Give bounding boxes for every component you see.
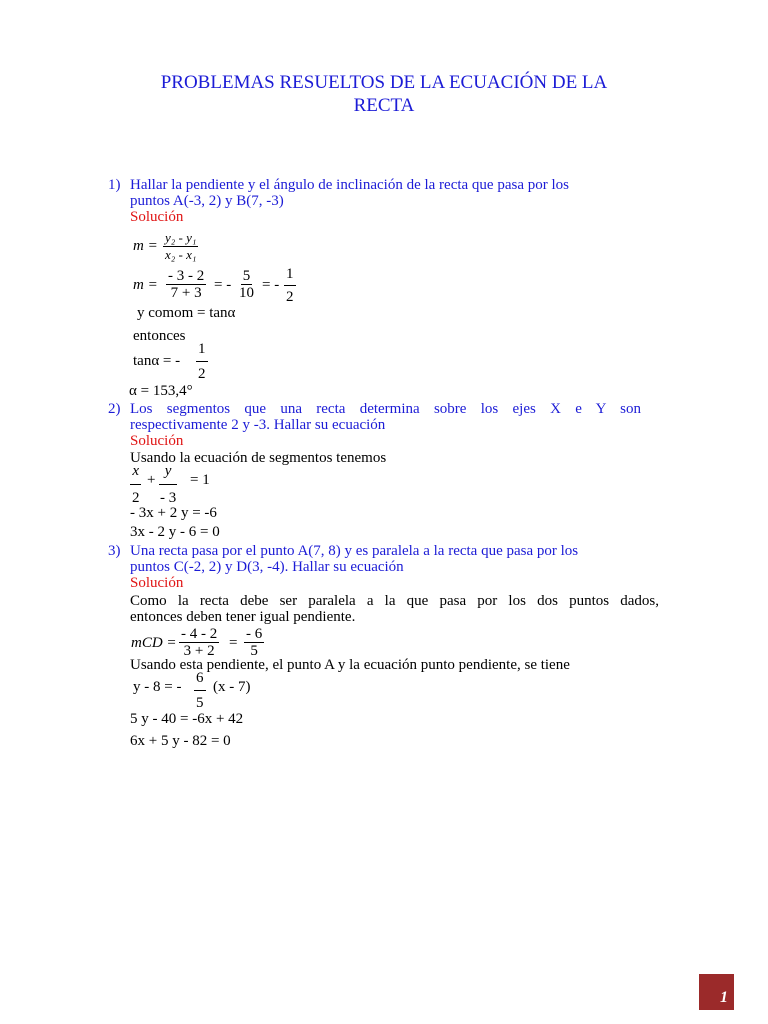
page-number: 1 [720,989,728,1006]
alpha-result: α = 153,4° [129,383,193,399]
title-line-2: RECTA [353,95,415,116]
half-numerator: 1 [284,266,296,286]
point-slope-left: y - 8 = - [133,679,182,695]
pp-numerator: 6 [194,670,206,691]
problem3-statement-line1: Una recta pasa por el punto A(7, 8) y es paralela a la recta que pasa por los [130,543,579,559]
segment-y-fraction [158,463,178,506]
problem2-equation-a: - 3x + 2 y = -6 [130,505,217,521]
problem3-text-line2: entonces deben tener igual pendiente. [130,609,356,625]
tan-alpha-label: tanα = - [133,353,181,369]
slope-formula-denominator: x₂ - x₁ [165,247,197,262]
slope-calc-fraction [166,268,206,301]
plus-sign: + [147,472,156,488]
problem1-statement-line2: puntos A(-3, 2) y B(7, -3) [130,193,284,209]
problem3-statement-line2: puntos C(-2, 2) y D(3, -4). Hallar su ecuación [130,559,404,575]
entonces-text: entonces [133,328,186,344]
problem2-statement-line1: Los segmentos que una recta determina sobre los ejes X e Y son [130,401,641,417]
equals-one: = 1 [190,472,210,488]
x-denominator: 2 [132,490,140,506]
slope-formula-numerator: y₂ - y₁ [165,230,197,245]
problem3-text-line1: Como la recta debe ser paralela a la que pasa por los dos puntos dados, [130,593,659,609]
pp-denominator: 5 [196,695,204,711]
slope-calc-label: m = [133,277,158,293]
mcd-label: mCD = [131,635,177,651]
slope-formula-fraction [163,230,198,263]
ten-denominator: 10 [239,285,254,301]
mcd-denominator: 3 + 2 [183,643,215,659]
point-slope-fraction [194,670,206,711]
problem3-number: 3) [108,543,121,559]
problem1-number: 1) [108,177,121,193]
problem2-solution-label: Solución [130,433,184,449]
tan-denominator: 2 [198,366,206,382]
mcd-result-numerator: - 6 [246,626,263,642]
mcd-numerator: - 4 - 2 [181,626,218,642]
problem3-solution-label: Solución [130,575,184,591]
mcd-fraction [179,626,219,659]
five-numerator: 5 [242,268,251,284]
mcd-result-fraction [244,626,264,659]
problem3-equation-d: 6x + 5 y - 82 = 0 [130,733,231,749]
problem2-equation-b: 3x - 2 y - 6 = 0 [130,524,220,540]
slope-calc-denominator: 7 + 3 [170,285,202,301]
segment-x-fraction [130,463,142,506]
problem2-statement-line2: respectivamente 2 y -3. Hallar su ecuación [130,417,386,433]
problem1-solution-label: Solución [130,209,184,225]
y-numerator: y [159,463,178,485]
slope-one-half [284,266,296,305]
slope-five-tenths [237,268,256,301]
problem2-number: 2) [108,401,121,417]
point-slope-right: (x - 7) [213,679,251,695]
problem2-text: Usando la ecuación de segmentos tenemos [130,450,387,466]
slope-equals-1: = - [214,277,232,293]
x-numerator: x [130,463,141,485]
slope-calc-numerator: - 3 - 2 [168,268,205,284]
half-denominator: 2 [286,289,294,305]
page-number-box [699,974,734,1010]
problem1-statement-line1: Hallar la pendiente y el ángulo de inclinación de la recta que pasa por los [130,177,569,193]
tan-alpha-fraction [196,341,208,382]
problem3-equation-c: 5 y - 40 = -6x + 42 [130,711,244,727]
problem3-text-line3: Usando esta pendiente, el punto A y la ecuación punto pendiente, se tiene [130,657,570,673]
y-denominator: - 3 [160,490,177,506]
title-line-1: PROBLEMAS RESUELTOS DE LA ECUACIÓN DE LA [160,72,608,93]
tan-relation-text: y comom = tanα [137,305,236,321]
slope-equals-2: = - [262,277,280,293]
mcd-equals: = [229,635,238,651]
tan-numerator: 1 [196,341,208,362]
mcd-result-denominator: 5 [250,643,258,659]
slope-formula-label: m = [133,238,158,254]
